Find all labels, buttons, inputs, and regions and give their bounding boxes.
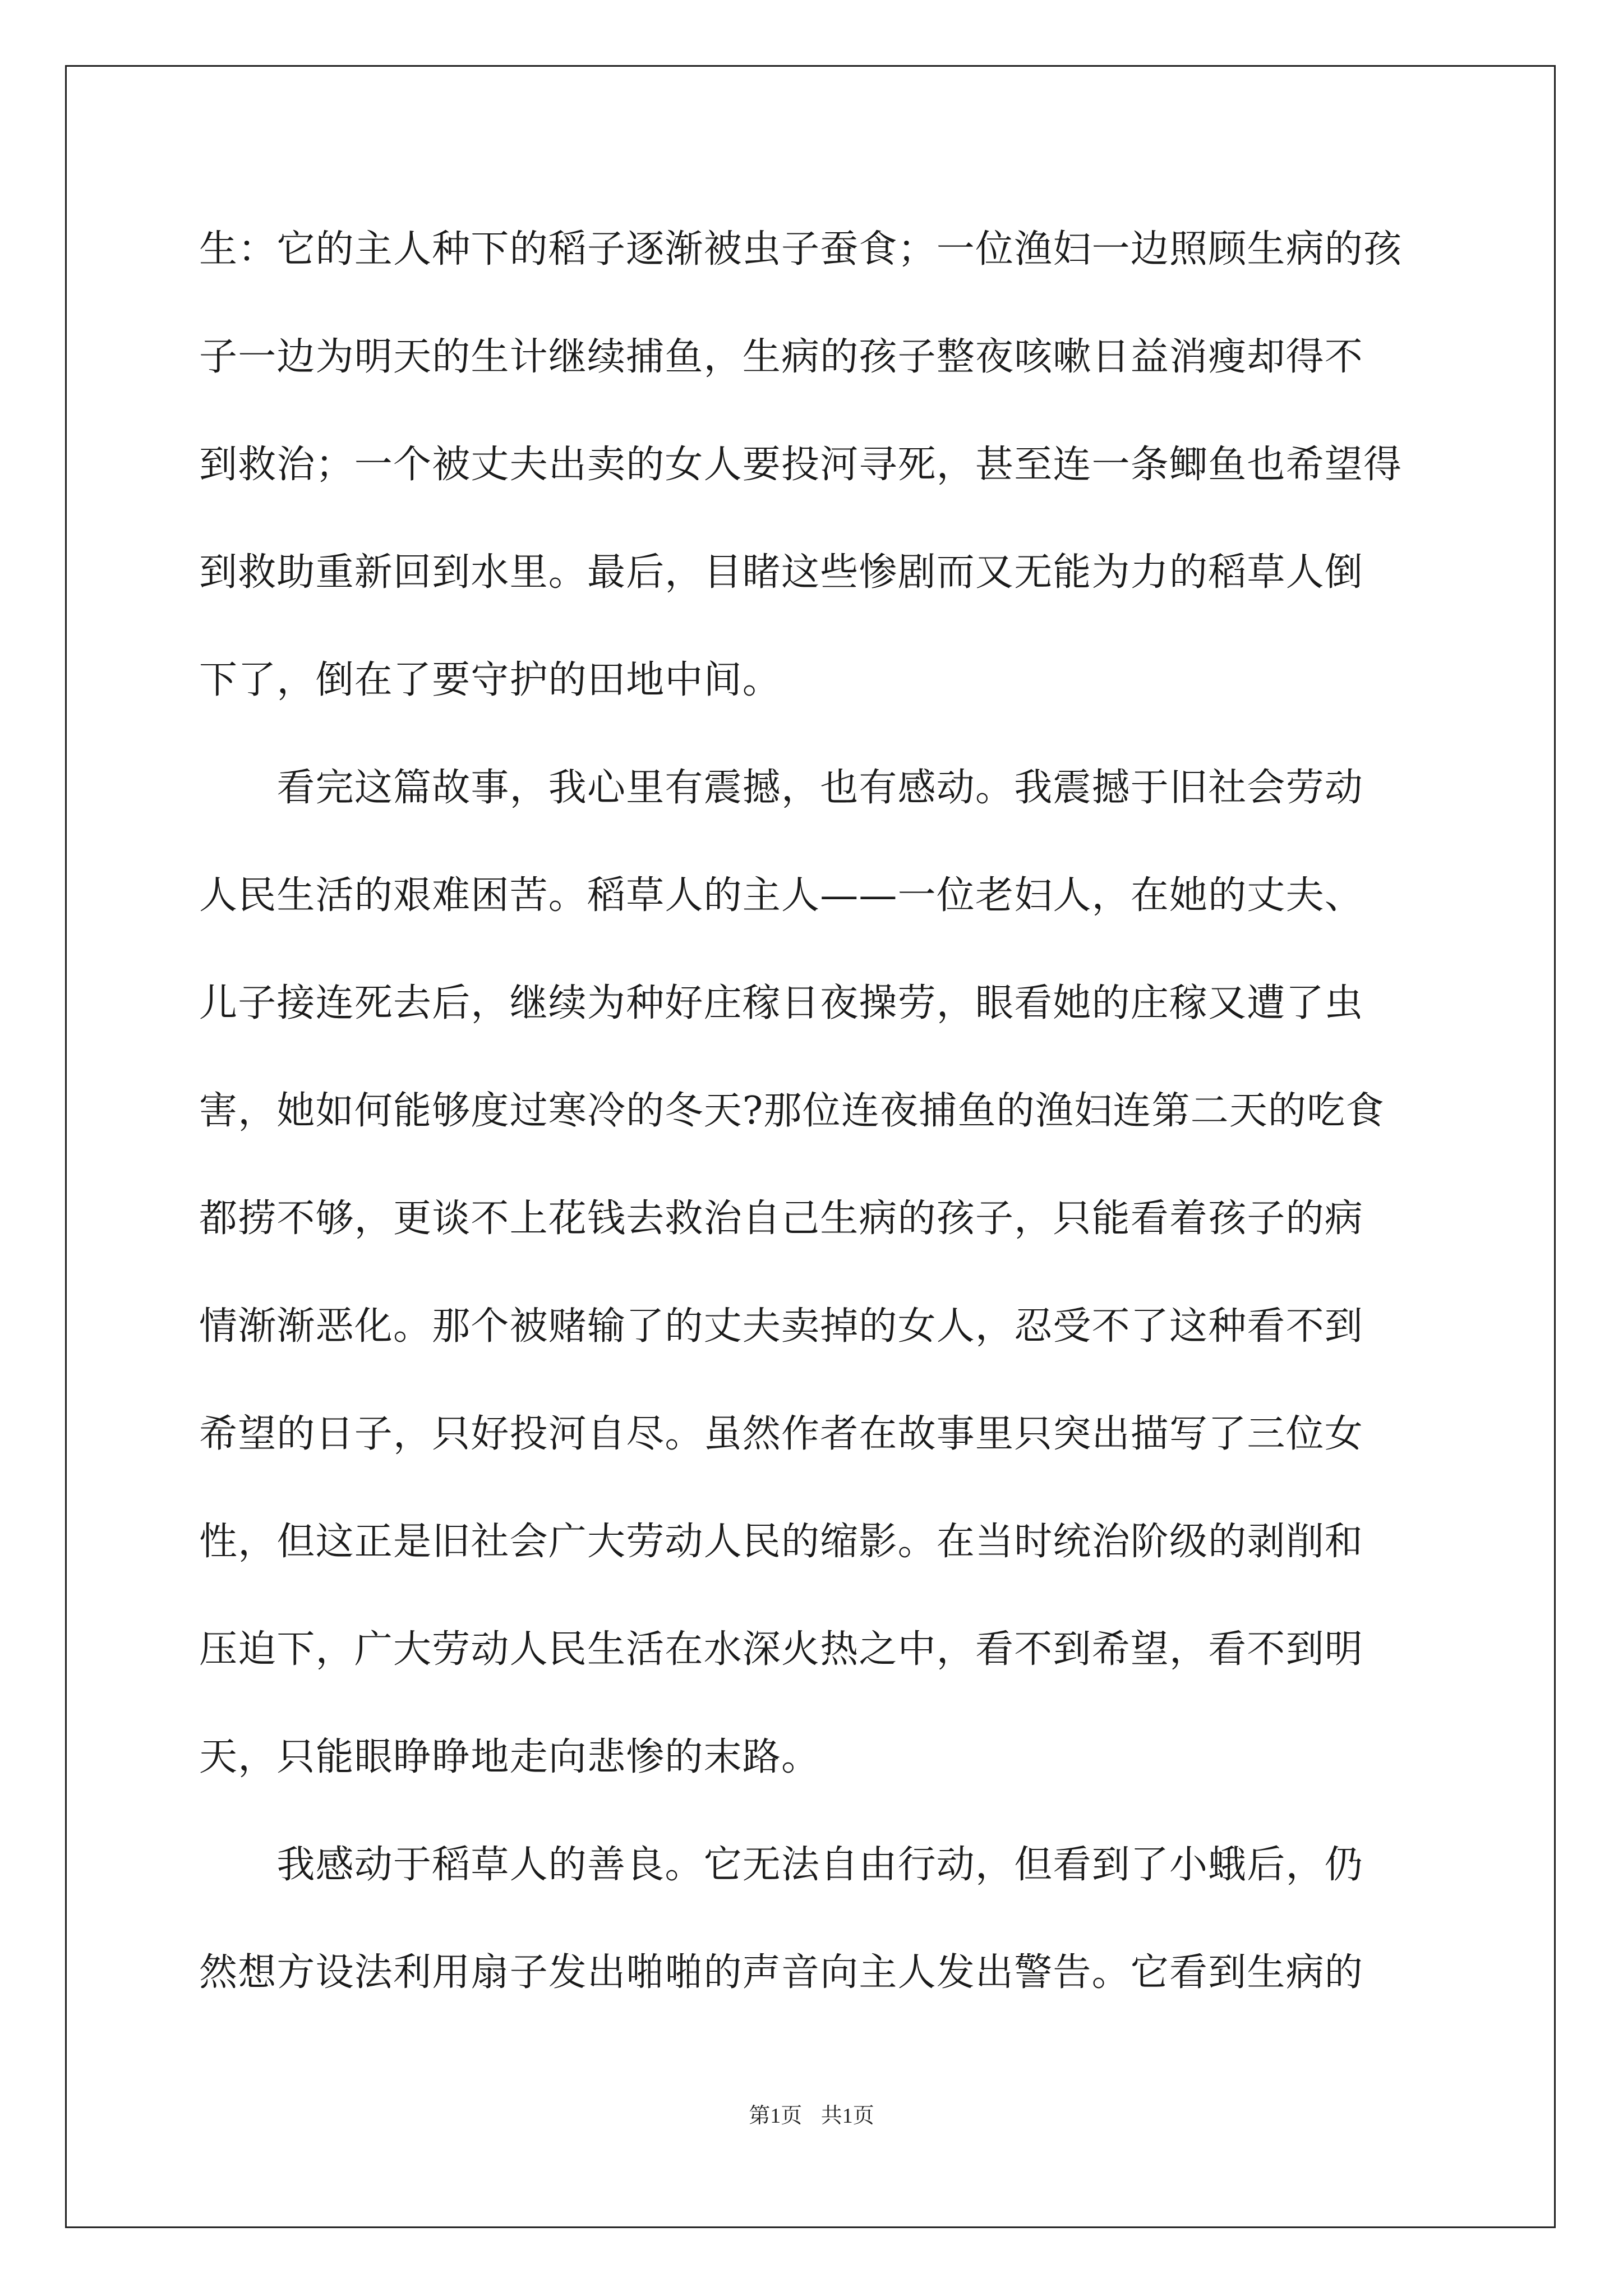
page-total: 共1页 xyxy=(820,2104,874,2128)
document-body xyxy=(199,219,1433,2050)
text-line: 然想方设法利用扇子发出啪啪的声音向主人发出警告。它看到生病的 xyxy=(199,1950,1364,1995)
text-line: 天，只能眼睁睁地走向悲惨的末路。 xyxy=(199,1735,820,1779)
text-line: 情渐渐恶化。那个被赌输了的丈夫卖掉的女人，忍受不了这种看不到 xyxy=(199,1304,1364,1349)
text-line: 到救助重新回到水里。最后，目睹这些惨剧而又无能为力的稻草人倒 xyxy=(199,550,1364,595)
page-number: 第1页 xyxy=(749,2104,803,2128)
text-line: 儿子接连死去后，继续为种好庄稼日夜操劳，眼看她的庄稼又遭了虫 xyxy=(199,981,1364,1025)
text-line: 都捞不够，更谈不上花钱去救治自己生病的孩子，只能看着孩子的病 xyxy=(199,1197,1364,1241)
text-line: 生：它的主人种下的稻子逐渐被虫子蚕食；一位渔妇一边照顾生病的孩 xyxy=(199,227,1403,272)
text-line: 我感动于稻草人的善良。它无法自由行动，但看到了小蛾后，仍 xyxy=(199,1843,1364,1887)
text-line: 害，她如何能够度过寒冷的冬天?那位连夜捕鱼的渔妇连第二天的吃食 xyxy=(199,1089,1385,1133)
text-line: 子一边为明天的生计继续捕鱼，生病的孩子整夜咳嗽日益消瘦却得不 xyxy=(199,335,1364,379)
text-line: 到救治；一个被丈夫出卖的女人要投河寻死，甚至连一条鲫鱼也希望得 xyxy=(199,443,1403,487)
text-line: 希望的日子，只好投河自尽。虽然作者在故事里只突出描写了三位女 xyxy=(199,1412,1364,1456)
page-footer xyxy=(0,2098,1623,2129)
text-line: 下了，倒在了要守护的田地中间。 xyxy=(199,658,782,702)
text-line: 人民生活的艰难困苦。稻草人的主人——一位老妇人，在她的丈夫、 xyxy=(199,873,1364,918)
text-line: 压迫下，广大劳动人民生活在水深火热之中，看不到希望，看不到明 xyxy=(199,1627,1364,1672)
text-line: 性，但这正是旧社会广大劳动人民的缩影。在当时统治阶级的剥削和 xyxy=(199,1520,1364,1564)
text-line: 看完这篇故事，我心里有震撼，也有感动。我震撼于旧社会劳动 xyxy=(199,766,1364,810)
